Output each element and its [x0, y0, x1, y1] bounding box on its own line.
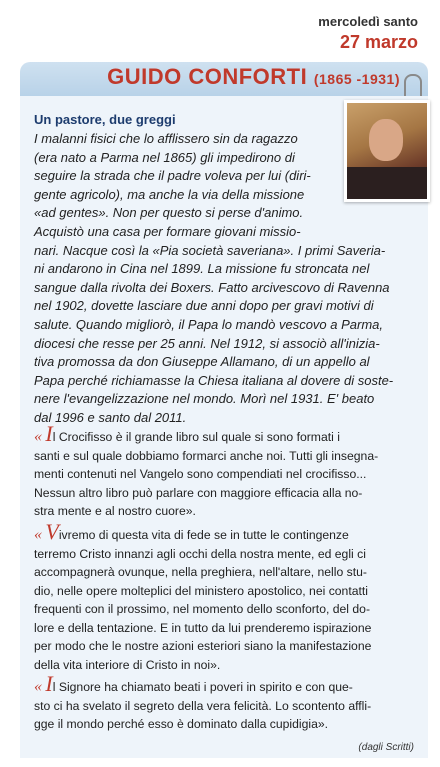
quote-text: l Crocifisso è il grande libro sul quale si sono formati i: [52, 430, 340, 444]
drop-cap: I: [45, 421, 53, 446]
quote-line: [34, 671, 420, 697]
bio-line: nari. Nacque così la «Pia società saveriana». I primi Saveria-: [34, 242, 386, 258]
quote-line: dio, nelle opere molteplici del ministero apostolico, nei contatti: [34, 583, 368, 598]
quote-line: gge il mondo perché esso è dominato dalla cupidigia».: [34, 717, 329, 731]
bio-line: Papa perché richiamasse la Chiesa italiana al dovere di soste-: [34, 372, 394, 388]
bio-line: diocesi che resse per 25 anni. Nel 1912, si associò all'inizia-: [34, 335, 380, 351]
section-subtitle: Un pastore, due greggi: [34, 112, 176, 127]
quote-open-mark: «: [34, 428, 42, 445]
quote-line: per modo che le nostre azioni esteriori siano la manifestazione: [34, 639, 372, 653]
quote-line: stra mente e al nostro cuore».: [34, 504, 196, 518]
quote-3: [34, 671, 420, 734]
bio-line: (era nato a Parma nel 1865) gli impedirono di: [34, 149, 295, 165]
biography-text: [34, 130, 422, 428]
quote-2: [34, 519, 420, 674]
quote-line: santi e sul quale dobbiamo formarci anche noi. Tutti gli insegna-: [34, 448, 379, 463]
bio-line: salute. Quando migliorò, il Papa lo mandò vescovo a Parma,: [34, 316, 384, 332]
quote-line: [34, 519, 420, 545]
quote-line: terremo Cristo innanzi agli occhi della nostra mente, ed egli ci: [34, 546, 366, 561]
bio-line: gente agricolo), ma anche la via della missione: [34, 186, 305, 202]
quote-line: frequenti con il prossimo, nel momento dello sconforto, del do-: [34, 602, 371, 616]
saint-name: GUIDO CONFORTI: [107, 64, 308, 89]
bio-line: seguire la strada che il padre voleva per lui (diri-: [34, 168, 311, 184]
liturgical-day: mercoledì santo: [318, 14, 418, 29]
quote-1: [34, 421, 420, 521]
source-citation: (dagli Scritti): [358, 742, 414, 753]
bio-line: nere l'evangelizzazione nel mondo. Morì nel 1931. E' beato: [34, 391, 375, 407]
quote-text: ivremo di questa vita di fede se in tutte le contingenze: [58, 528, 349, 542]
saint-years: (1865 -1931): [313, 71, 400, 87]
bio-line: «ad gentes». Non per questo si perse d'animo.: [34, 205, 304, 221]
drop-cap: I: [45, 671, 53, 696]
bio-line: nel 1902, dovette lasciare due anni dopo per gravi motivi di: [34, 298, 374, 314]
date: 27 marzo: [339, 32, 418, 52]
quote-line: menti contenuti nel Vangelo sono compendiati nel crocifisso...: [34, 467, 367, 481]
quote-line: Nessun altro libro può parlare con maggiore efficacia alla no-: [34, 485, 363, 500]
drop-cap: V: [45, 519, 59, 544]
saint-name-title: [107, 64, 400, 90]
quote-line: sto ci ha svelato il segreto della vera felicità. Lo scontento affli-: [34, 698, 372, 713]
quote-line: accompagnerà ovunque, nella preghiera, nell'altare, nello stu-: [34, 565, 367, 579]
quote-open-mark: «: [34, 678, 42, 695]
quote-open-mark: «: [34, 526, 42, 543]
bio-line: I malanni fisici che lo afflissero sin da ragazzo: [34, 131, 298, 146]
bio-line: dal 1996 e santo dal 2011.: [34, 409, 187, 425]
bio-line: tiva promossa da don Giuseppe Allamano, di un appello al: [34, 354, 370, 370]
quote-line: [34, 421, 420, 447]
quote-text: l Signore ha chiamato beati i poveri in spirito e con que-: [52, 680, 353, 694]
bio-line: ni andarono in Cina nel 1899. La missione fu stroncata nel: [34, 261, 370, 277]
bio-line: Acquistò una casa per formare giovani missio-: [34, 223, 301, 239]
quote-line: lore e della tentazione. E in tutto da lui prenderemo ispirazione: [34, 620, 372, 635]
bio-line: sangue dalla rivolta dei Boxers. Fatto arcivescovo di Ravenna: [34, 279, 390, 295]
quote-line: della vita interiore di Cristo in noi».: [34, 657, 221, 672]
